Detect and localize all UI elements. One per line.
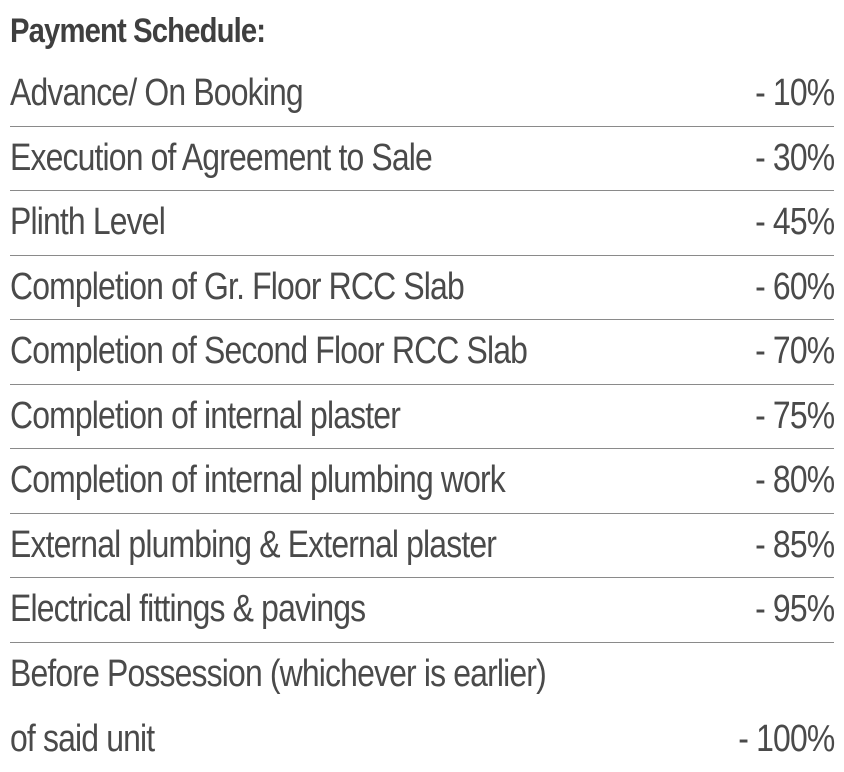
schedule-row	[10, 385, 834, 450]
schedule-row	[10, 578, 834, 643]
row-value: - 75%	[754, 394, 834, 437]
final-label-line2: of said unit	[10, 717, 155, 760]
final-label-line1: Before Possession (whichever is earlier)	[10, 653, 546, 696]
final-value: - 100%	[737, 717, 834, 760]
schedule-row	[10, 514, 834, 579]
final-row-line2	[10, 707, 834, 772]
row-label: Plinth Level	[10, 201, 165, 244]
row-value: - 70%	[754, 330, 834, 373]
schedule-row	[10, 127, 834, 192]
row-label: Advance/ On Booking	[10, 72, 303, 115]
row-value: - 85%	[754, 523, 834, 566]
row-value: - 80%	[754, 459, 834, 502]
row-label: Electrical fittings & pavings	[10, 588, 366, 631]
schedule-row	[10, 191, 834, 256]
schedule-row	[10, 256, 834, 321]
schedule-row	[10, 62, 834, 127]
row-value: - 30%	[754, 136, 834, 179]
row-label: Completion of internal plaster	[10, 394, 400, 437]
row-label: Completion of Gr. Floor RCC Slab	[10, 265, 464, 308]
row-label: Completion of Second Floor RCC Slab	[10, 330, 528, 373]
row-value: - 10%	[754, 72, 834, 115]
schedule-row	[10, 320, 834, 385]
page-title: Payment Schedule:	[10, 11, 266, 50]
row-value: - 95%	[754, 588, 834, 631]
row-value: - 60%	[754, 265, 834, 308]
row-value: - 45%	[754, 201, 834, 244]
schedule-row	[10, 449, 834, 514]
final-row-line1	[10, 643, 834, 708]
row-label: Completion of internal plumbing work	[10, 459, 505, 502]
row-label: Execution of Agreement to Sale	[10, 136, 432, 179]
row-label: External plumbing & External plaster	[10, 523, 497, 566]
